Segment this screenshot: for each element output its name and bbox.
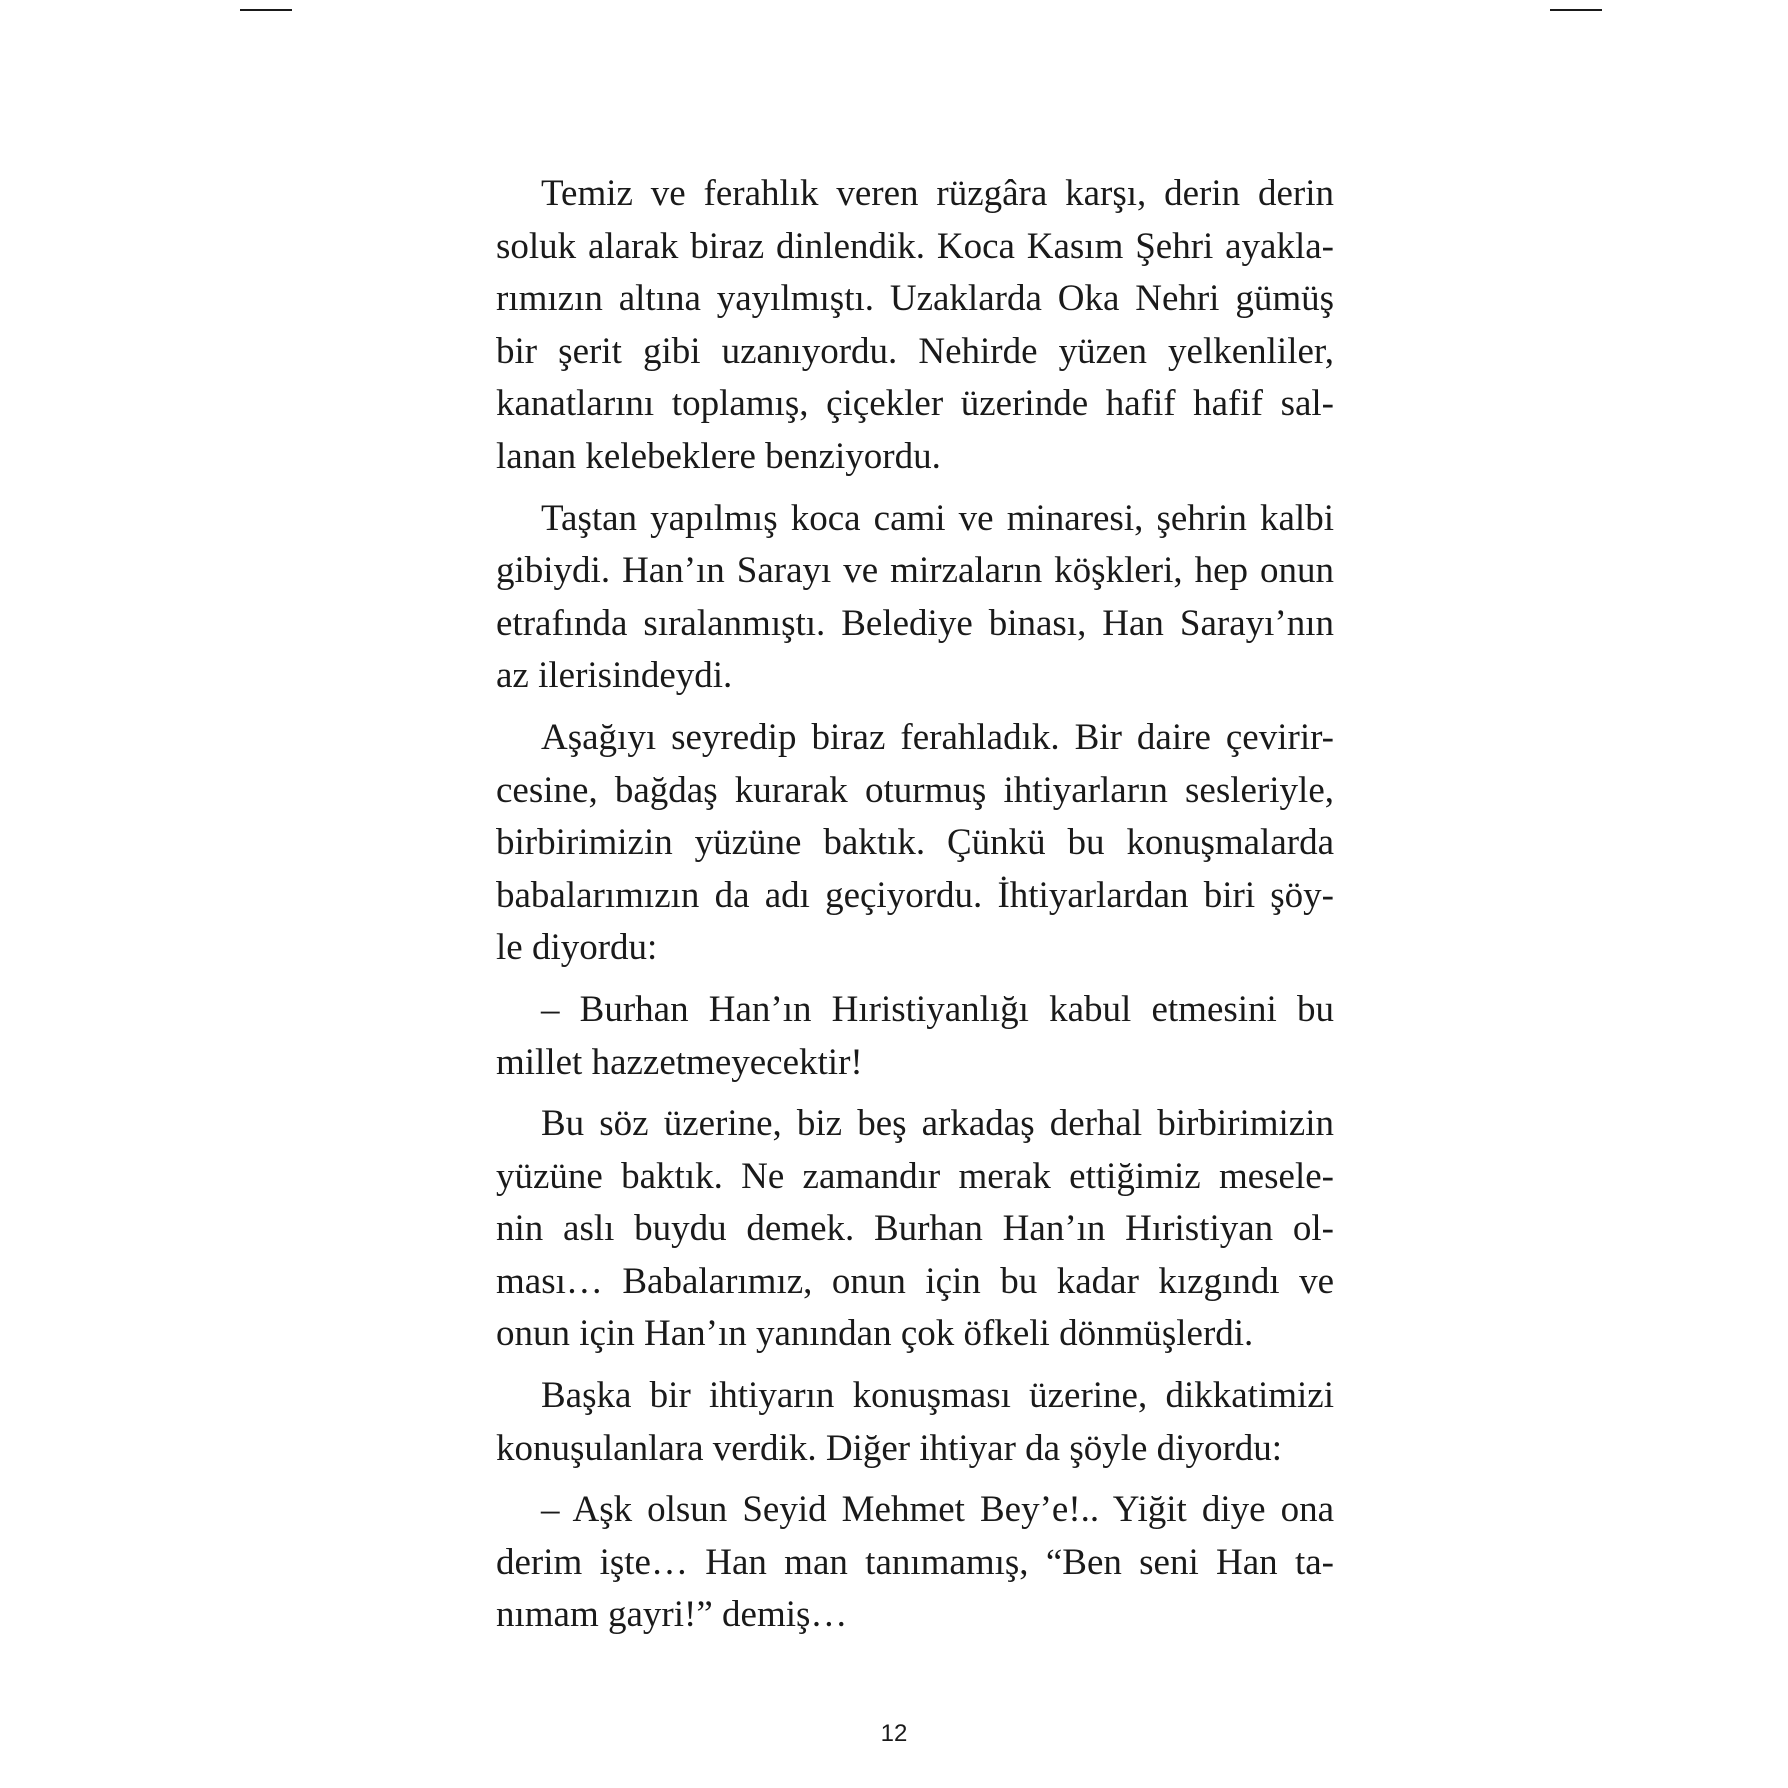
text-line: onun için Han’ın yanından çok öfkeli dönmüşlerdi.: [496, 1313, 1254, 1355]
text-line: lanan kelebeklere benziyordu.: [496, 435, 941, 477]
crop-mark-left: [240, 9, 292, 11]
text-line: yüzüne baktık. Ne zamandır merak ettiğimiz mesele-: [496, 1155, 1334, 1197]
text-line: Başka bir ihtiyarın konuşması üzerine, dikkatimizi: [541, 1375, 1334, 1417]
page-number: 12: [880, 1720, 908, 1747]
text-line: nımam gayri!” demiş…: [496, 1594, 848, 1636]
text-line: millet hazzetmeyecektir!: [496, 1041, 863, 1083]
text-line: konuşulanlara verdik. Diğer ihtiyar da şöyle diyordu:: [496, 1427, 1283, 1469]
text-line: Taştan yapılmış koca cami ve minaresi, şehrin kalbi: [541, 497, 1334, 539]
text-line: ması… Babalarımız, onun için bu kadar kızgındı ve: [496, 1260, 1334, 1302]
text-line: etrafında sıralanmıştı. Belediye binası, Han Sarayı’nın: [496, 602, 1334, 644]
text-line: kanatlarını toplamış, çiçekler üzerinde hafif hafif sal-: [496, 383, 1334, 425]
text-line: az ilerisindeydi.: [496, 655, 733, 697]
dialogue-paragraph: [496, 984, 1334, 1089]
text-line: derim işte… Han man tanımamış, “Ben seni Han ta-: [496, 1541, 1334, 1583]
text-line: soluk alarak biraz dinlendik. Koca Kasım Şehri ayakla-: [496, 225, 1334, 267]
text-line: rımızın altına yayılmıştı. Uzaklarda Oka Nehri gümüş: [496, 278, 1334, 320]
paragraph: [496, 168, 1334, 484]
paragraph: [496, 1370, 1334, 1475]
crop-mark-right: [1550, 9, 1602, 11]
text-line: le diyordu:: [496, 927, 658, 969]
text-line: cesine, bağdaş kurarak oturmuş ihtiyarların sesleriyle,: [496, 769, 1334, 811]
text-line: – Aşk olsun Seyid Mehmet Bey’e!.. Yiğit diye ona: [541, 1489, 1334, 1531]
text-line: Bu söz üzerine, biz beş arkadaş derhal birbirimizin: [541, 1103, 1334, 1145]
text-line: Aşağıyı seyredip biraz ferahladık. Bir daire çevirir-: [541, 716, 1334, 758]
text-line: gibiydi. Han’ın Sarayı ve mirzaların köşkleri, hep onun: [496, 550, 1334, 592]
text-line: babalarımızın da adı geçiyordu. İhtiyarlardan biri şöy-: [496, 874, 1334, 916]
text-line: Temiz ve ferahlık veren rüzgâra karşı, derin derin: [541, 173, 1334, 214]
text-line: bir şerit gibi uzanıyordu. Nehirde yüzen yelkenliler,: [496, 330, 1334, 372]
paragraph: [496, 493, 1334, 703]
body-text: [496, 168, 1334, 1642]
text-line: – Burhan Han’ın Hıristiyanlığı kabul etmesini bu: [541, 988, 1334, 1030]
dialogue-paragraph: [496, 1484, 1334, 1642]
paragraph: [496, 712, 1334, 975]
paragraph: [496, 1098, 1334, 1361]
text-line: birbirimizin yüzüne baktık. Çünkü bu konuşmalarda: [496, 822, 1334, 864]
text-line: nin aslı buydu demek. Burhan Han’ın Hıristiyan ol-: [496, 1208, 1334, 1250]
